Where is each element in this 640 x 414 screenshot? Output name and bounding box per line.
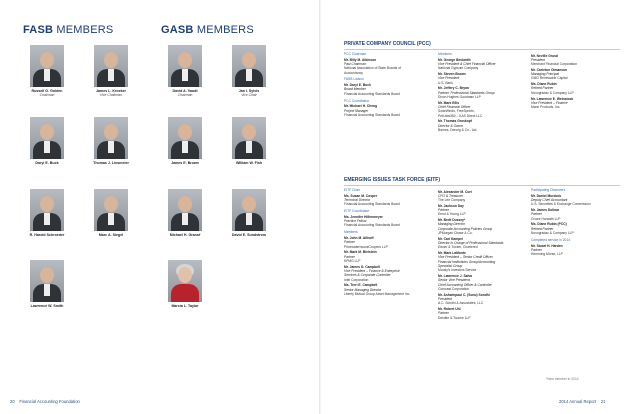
roster-member-name: Mr. Brett Dussey* [438, 218, 466, 223]
roster-member-organization: GMO Renewable Capital [531, 76, 568, 81]
eitf-rule [344, 185, 620, 186]
gasb-members-heading [161, 24, 254, 36]
member-name: R. Harold Schroeder [29, 233, 65, 237]
right-footer [559, 399, 605, 404]
roster-member-organization: U.S. Bank [438, 80, 453, 85]
member-portrait [232, 189, 266, 231]
roster-member-organization: Novogradac & Company LLP [531, 231, 574, 236]
roster-member-title: Vice President – Finance [531, 100, 568, 105]
roster-column-1 [344, 188, 430, 296]
member-portrait [30, 189, 64, 231]
member-card-william-w-fish [224, 117, 274, 165]
roster-member-title: Corporate Accounting Policies Group [438, 226, 493, 231]
portrait-shirt [44, 141, 50, 153]
member-name: David E. Sundstrom [231, 233, 267, 237]
roster-member-name: Mr. Carl Kampel [438, 236, 463, 241]
roster-member-title: Practice Fellow [344, 219, 367, 224]
roster-member-organization: Financial Accounting Standards Board [344, 112, 400, 117]
roster-member-name: Mr. Jackson Day [438, 203, 464, 208]
roster-member-organization: SolarWinds, FreeSprints, [438, 109, 475, 114]
member-portrait [30, 260, 64, 302]
portrait-face [40, 267, 54, 283]
member-name: Lawrence W. Smith [30, 304, 64, 308]
roster-member-title: Vice President – Finance & Enterprise [344, 269, 400, 273]
roster-member-title: Partner [531, 247, 542, 252]
right-page [321, 0, 640, 414]
member-portrait [94, 45, 128, 87]
roster-member-title: Services & Corporate Controller [344, 273, 391, 278]
member-portrait [94, 117, 128, 159]
roster-member-organization: Accountancy [344, 70, 363, 75]
roster-member-title: Partner [438, 311, 449, 316]
roster-member-title: Director & Owner [438, 123, 464, 128]
roster-member-title: Partner, Professional Standards Group [438, 90, 495, 95]
roster-member-name: Mr. Lawrence E. Weinstock [531, 96, 574, 101]
roster-group-label: Members [344, 230, 358, 235]
left-page-number: 20 [10, 399, 15, 404]
roster-member-organization: Ernst & Young LLP [438, 212, 466, 217]
roster-member-name: Mr. Jeffery C. Bryan [438, 86, 469, 91]
roster-member-name: Mr. James G. Campbell [344, 264, 381, 269]
portrait-face [40, 196, 54, 212]
roster-member-title: Retired Partner [531, 86, 554, 91]
portrait-face [178, 124, 192, 140]
member-portrait [168, 189, 202, 231]
fasb-heading-rest: MEMBERS [53, 24, 114, 36]
left-footer [10, 399, 80, 404]
portrait-shirt [182, 69, 188, 81]
gasb-heading-rest: MEMBERS [193, 24, 254, 36]
roster-member-organization: Comcast Corporation [438, 286, 470, 291]
roster-member-title: Partner [344, 240, 355, 245]
roster-member-organization: National Association of State Boards of [344, 66, 401, 71]
fasb-heading-bold: FASB [23, 24, 54, 36]
roster-member-title: Chief Financial Officer [438, 105, 471, 110]
left-footer-org: Financial Accounting Foundation [19, 399, 80, 404]
member-name: James L. Kroeker [96, 89, 126, 93]
member-name: Thomas J. Linsmeier [93, 161, 129, 165]
portrait-face [242, 196, 256, 212]
roster-member-title: Director in Charge of Professional Standards [438, 241, 504, 246]
portrait-face [242, 124, 256, 140]
roster-member-title: Partner [344, 254, 355, 259]
roster-member-organization: Hemming Morse, LLP [531, 252, 563, 257]
roster-member-title: President [531, 57, 545, 62]
roster-member-organization: Novogradac & Company LLP [531, 90, 574, 95]
roster-member-name: Ms. Terri E. Campbell [344, 283, 378, 288]
roster-member-organization: PricewaterhouseCoopers LLP [344, 244, 388, 249]
fasb-members-heading [23, 24, 113, 36]
member-portrait [94, 189, 128, 231]
member-card-marcia-l-taylor [160, 260, 210, 308]
roster-member-name: Mr. Ashwinpaul C. (Sonu) Sondhi [438, 292, 490, 297]
roster-member-title: Senior Vice President, [438, 278, 471, 283]
roster-member-title: Specialist Group [438, 264, 463, 268]
roster-column-3 [531, 188, 617, 256]
roster-member-organization: Barnes, Dennig & Co., Ltd. [438, 128, 478, 132]
pcc-section-title: PRIVATE COMPANY COUNCIL (PCC) [344, 41, 431, 47]
gasb-heading-bold: GASB [161, 24, 194, 36]
roster-member-organization: JPMorgan Chase & Co. [438, 231, 473, 236]
portrait-face [178, 196, 192, 212]
roster-member-name: Mr. John M. Althoff [344, 236, 374, 241]
member-card-russell-g-golden [22, 45, 72, 97]
roster-member-title: Retired Partner [531, 226, 554, 231]
member-card-lawrence-w-smith [22, 260, 72, 308]
member-card-james-e-brown [160, 117, 210, 165]
portrait-face [178, 52, 192, 68]
member-card-thomas-j-linsmeier [86, 117, 136, 165]
portrait-shirt [44, 69, 50, 81]
roster-member-name: Mr. Mark LaMonte [438, 251, 466, 256]
portrait-shirt [246, 141, 252, 153]
member-name: Marc A. Siegel [98, 233, 124, 237]
member-card-david-a-vaudt [160, 45, 210, 97]
roster-member-title: Technical Director [344, 198, 371, 203]
portrait-suit [171, 284, 199, 302]
member-name: James E. Brown [171, 161, 199, 165]
member-portrait [232, 117, 266, 159]
roster-member-name: Mr. Steven Brown [438, 72, 466, 77]
roster-member-title: Deputy Chief Accountant [531, 198, 568, 203]
roster-member-name: Mr. Robert Uhl [438, 307, 461, 312]
pcc-rule [344, 49, 620, 50]
roster-member-title: President [438, 296, 452, 301]
right-page-number: 21 [600, 399, 606, 404]
portrait-face [104, 196, 118, 212]
roster-column-3 [531, 52, 617, 109]
roster-member-organization: Crowe Horwath LLP [531, 216, 561, 221]
portrait-shirt [182, 213, 188, 225]
roster-member-title: Project Manager [344, 108, 369, 113]
member-portrait [30, 45, 64, 87]
new-member-footnote: *New member in 2014 [546, 377, 579, 381]
member-title: Vice Chairman [99, 93, 123, 98]
portrait-shirt [246, 69, 252, 81]
roster-member-organization: Mann Products, Inc. [531, 105, 561, 110]
roster-member-organization: PetLabs360 – KAS Direct LLC [438, 113, 483, 118]
roster-member-name: Mr. Carleton Olmanson [531, 67, 568, 72]
portrait-face [242, 52, 256, 68]
roster-group-label: PCC Coordinator [344, 98, 370, 103]
member-card-james-l-kroeker [86, 45, 136, 97]
member-portrait [168, 260, 202, 302]
portrait-shirt [44, 284, 50, 296]
roster-member-title: Board Member [344, 87, 366, 92]
roster-member-organization: Financial Accounting Standards Board [344, 223, 400, 228]
roster-member-title: Vice President & Chief Financial Officer [438, 62, 496, 67]
roster-group-label: EITF Chair [344, 188, 360, 192]
member-portrait [30, 117, 64, 159]
eitf-section-title: EMERGING ISSUES TASK FORCE (EITF) [344, 177, 441, 183]
portrait-shirt [182, 141, 188, 153]
portrait-shirt [108, 213, 114, 225]
member-card-michael-h-granof [160, 189, 210, 237]
roster-member-name: Mr. Daniel Murdock [531, 193, 562, 198]
roster-member-organization: Financial Accounting Standards Board [344, 202, 400, 207]
roster-member-name: Mr. Daryl E. Buck [344, 83, 371, 88]
roster-member-name: Mr. Thomas Groskopf [438, 119, 472, 124]
roster-member-title: Chief Accounting Officer & Controller [438, 282, 492, 287]
roster-member-name: Ms. Jennifer Hillenmeyer [344, 214, 383, 219]
roster-member-name: Mr. Michael H. Cheng [344, 104, 378, 109]
roster-member-organization: Merchant Financial Corporation [531, 62, 577, 67]
roster-member-title: Past Chairman [344, 62, 366, 67]
member-card-jan-i-sylvis [224, 45, 274, 97]
roster-group-label: Completed service in 2014 [531, 237, 571, 242]
member-name: Russell G. Golden [31, 89, 63, 93]
left-page [0, 0, 319, 414]
portrait-shirt [246, 213, 252, 225]
roster-member-title: Financial Institutions Group/Accounting [438, 259, 496, 264]
roster-column-2 [438, 52, 524, 132]
roster-member-name: Mr. Neville Grusd [531, 53, 558, 58]
member-card-daryl-e-buck [22, 117, 72, 165]
roster-member-organization: Moody's Investors Service [438, 268, 477, 273]
portrait-face [40, 124, 54, 140]
roster-member-organization: Eisner & Tucker, Chartered [438, 245, 478, 250]
roster-group-label: Members [438, 52, 452, 56]
roster-member-name: Mr. Mark M. Bielstein [344, 250, 377, 255]
roster-member-name: Ms. Susan M. Cosper [344, 193, 378, 198]
roster-member-title: Partner [531, 212, 542, 217]
roster-member-title: Managing Principal [531, 72, 560, 77]
member-title: Chairman [177, 93, 193, 98]
right-footer-report: 2014 Annual Report [559, 399, 597, 404]
roster-member-organization: The Lee Company [438, 198, 466, 203]
roster-member-organization: National Gypsum Company [438, 66, 479, 71]
portrait-shirt [108, 141, 114, 153]
member-name: Daryl E. Buck [35, 161, 59, 165]
portrait-shirt [44, 213, 50, 225]
roster-member-name: Mr. George Beckwith [438, 57, 471, 62]
roster-member-name: Mr. Alexander M. Cort [438, 189, 472, 194]
roster-member-organization: A.C. Sondhi & Associates, LLC [438, 301, 484, 306]
member-title: Vice Chair [241, 93, 257, 98]
member-portrait [232, 45, 266, 87]
roster-member-organization: Deloitte & Touche LLP [438, 315, 471, 320]
roster-member-organization: KPMG LLP [344, 258, 361, 263]
roster-member-organization: U.S. Securities & Exchange Commission [531, 202, 591, 207]
roster-member-organization: Dixon Hughes Goodman LLP [438, 95, 481, 100]
roster-member-name: Mr. James Dolinar [531, 208, 560, 213]
roster-member-name: Mr. Mark Ellis [438, 100, 460, 105]
roster-member-name: Ms. Diane Rubin (PCC) [531, 222, 567, 227]
roster-member-title: Senior Managing Director [344, 287, 382, 292]
roster-member-title: CFO & Treasurer [438, 193, 464, 198]
member-portrait [168, 117, 202, 159]
roster-member-name: Mr. Billy M. Atkinson [344, 57, 377, 62]
portrait-face [104, 52, 118, 68]
portrait-face [178, 267, 192, 283]
roster-column-2 [438, 188, 524, 320]
portrait-shirt [108, 69, 114, 81]
member-card-david-e-sundstrom [224, 189, 274, 237]
portrait-face [40, 52, 54, 68]
member-name: David A. Vaudt [172, 89, 198, 93]
roster-member-title: Vice President [438, 76, 460, 81]
roster-member-title: Partner [438, 208, 449, 213]
portrait-face [104, 124, 118, 140]
roster-member-organization: Intel Corporation [344, 277, 369, 282]
roster-group-label: Participating Observers [531, 188, 566, 192]
roster-member-name: Mr. Stuart H. Harden [531, 243, 563, 248]
roster-member-name: Ms. Diane Rubin [531, 82, 557, 87]
member-name: Marcia L. Taylor [171, 304, 199, 308]
roster-member-organization: Financial Accounting Standards Board [344, 91, 400, 96]
roster-column-1 [344, 52, 430, 117]
member-name: William W. Fish [235, 161, 263, 165]
member-name: Michael H. Granof [169, 233, 201, 237]
roster-member-organization: Liberty Mutual Group Asset Management Inc. [344, 291, 411, 296]
member-title: Chairman [39, 93, 55, 98]
roster-member-title: Managing Director [438, 222, 465, 227]
roster-group-label: EITF Coordinator [344, 209, 370, 214]
member-card-marc-a-siegel [86, 189, 136, 237]
roster-member-title: Vice President – Senior Credit Officer, [438, 255, 494, 260]
member-name: Jan I. Sylvis [238, 89, 260, 93]
roster-group-label: FASB Liaison [344, 77, 364, 82]
roster-group-label: PCC Chairman [344, 52, 367, 56]
member-card-r-harold-schroeder [22, 189, 72, 237]
member-portrait [168, 45, 202, 87]
roster-member-name: Mr. Lawrence J. Salva [438, 274, 473, 279]
